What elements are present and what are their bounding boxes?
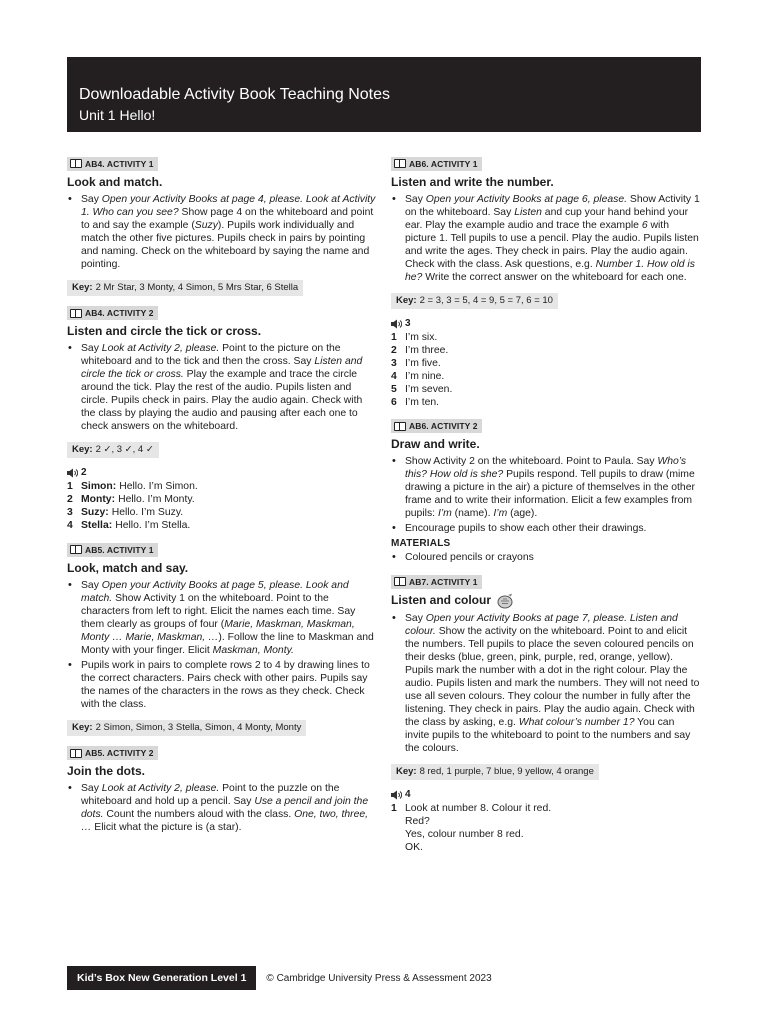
materials-heading: MATERIALS (391, 538, 451, 549)
script-line: 3 Suzy: Hello. I’m Suzy. (67, 507, 184, 518)
instruction-item: • Say Open your Activity Books at page 6, please. Show Activity 1 on the whiteboard. Say Listen and cup your hand behind your ear. Play the example audio and trace the example 6 with picture 1. Tell pupils to use a pencil. Play the audio. Pupils listen and write the ages. They check in pairs. Play the audio again. Check with the class. Ask questions, e.g. Number 1. How old is he? Write the correct answer on the whiteboard for each one. (391, 193, 701, 284)
instruction-item: • Say Open your Activity Books at page 4, please. Look at Activity 1. Who can you see? Show page 4 on the whiteboard and point to and say the example (Suzy). Pupils work individually and match the other five pictures. Pupils check in pairs by pointing and naming. Check on the whiteboard by saying the name and pointing. (67, 193, 377, 271)
section-ab4-activity1 (67, 155, 377, 305)
instruction-item: • Show Activity 2 on the whiteboard. Point to Paula. Say Who’s this? How old is she? Pupils respond. Tell pupils to draw (mime drawing a picture in the air) a picture of themselves in the other frame and to write their information. Elicit a few examples from pupils: I’m (name). I’m (age). (391, 455, 701, 520)
script-continuation: OK. (405, 841, 423, 853)
answer-key: Key: 2 ✓, 3 ✓, 4 ✓ (67, 442, 159, 458)
book-icon (394, 577, 406, 586)
book-icon (70, 749, 82, 758)
left-column (67, 155, 377, 840)
book-icon (394, 159, 406, 168)
section-ab4-activity2 (67, 305, 377, 533)
instruction-item: • Say Look at Activity 2, please. Point to the puzzle on the whiteboard and hold up a pencil. Say Use a pencil and join the dots. Count the numbers aloud with the class. One, two, three, … Elicit what the picture is (a star). (67, 782, 377, 834)
script-line: 5 I’m seven. (391, 383, 453, 395)
activity-tag: AB6. ACTIVITY 1 (391, 157, 482, 171)
instruction-item: • Say Look at Activity 2, please. Point to the picture on the whiteboard and to the tick and then the cross. Say Listen and circle the tick or cross. Play the example and trace the circle around the tick. Play the rest of the audio. Pupils listen and circle. Pupils check in pairs. Play the audio again. Check with the class by playing the audio and pausing after each one to check answers on the whiteboard. (67, 342, 377, 433)
instructions-list (67, 579, 377, 711)
materials-list (391, 551, 701, 564)
section-ab5-activity1 (67, 541, 377, 745)
activity-heading: Look and match. (67, 174, 163, 189)
script-line: 6 I’m ten. (391, 396, 440, 408)
section-ab6-activity1 (391, 155, 701, 409)
speaker-icon (67, 468, 78, 478)
activity-heading: Look, match and say. (67, 560, 189, 575)
audio-script (391, 802, 701, 854)
activity-heading: Listen and write the number. (391, 174, 554, 189)
page-header (67, 57, 701, 132)
speaker-icon (391, 790, 402, 800)
speaker-icon (391, 319, 402, 329)
answer-key: Key: 2 Mr Star, 3 Monty, 4 Simon, 5 Mrs Star, 6 Stella (67, 280, 303, 296)
script-line: 2 Monty: Hello. I’m Monty. (67, 494, 195, 505)
section-ab6-activity2 (391, 418, 701, 565)
script-line: 1 I’m six. (391, 331, 438, 343)
instruction-item: • Pupils work in pairs to complete rows 2 to 4 by drawing lines to the correct characters. Pairs check with other pairs. Pupils say the names of the characters in the rows as they check. Check with the class. (67, 659, 377, 711)
answer-key: Key: 2 = 3, 3 = 5, 4 = 9, 5 = 7, 6 = 10 (391, 293, 558, 309)
section-ab7-activity1 (391, 573, 701, 854)
book-icon (70, 159, 82, 168)
colouring-hand-icon (496, 593, 514, 609)
instructions-list (67, 193, 377, 271)
book-icon (70, 309, 82, 318)
script-continuation: Yes, colour number 8 red. (405, 828, 524, 840)
page-title: Downloadable Activity Book Teaching Notes (79, 86, 390, 103)
materials-item: • Coloured pencils or crayons (391, 551, 701, 564)
activity-heading: Listen and colour (391, 593, 701, 609)
copyright-notice: © Cambridge University Press & Assessment 2023 (266, 972, 492, 984)
script-continuation: Red? (405, 815, 430, 827)
activity-tag: AB4. ACTIVITY 2 (67, 306, 158, 320)
script-line: 3 I’m five. (391, 357, 441, 369)
activity-tag: AB6. ACTIVITY 2 (391, 419, 482, 433)
audio-script (391, 331, 701, 409)
instruction-item: • Say Open your Activity Books at page 7, please. Listen and colour. Show the activity on the whiteboard. Point to and elicit the numbers. Tell pupils to place the seven coloured pencils on their desks (blue, green, pink, purple, red, orange, yellow). Pupils mark the number with a dot in the right colour. Play the audio. Pupils listen and mark the numbers. They will not need to use all seven colours. They colour the number in fully after the listening. They check in pairs. Play the audio again. Check with the class by asking, e.g. What colour’s number 1? You can invite pupils to the whiteboard to point to the numbers and say the colours. (391, 612, 701, 755)
book-icon (394, 422, 406, 431)
activity-tag: AB4. ACTIVITY 1 (67, 157, 158, 171)
instructions-list (67, 782, 377, 834)
script-line: 4 I’m nine. (391, 370, 445, 382)
page-footer (67, 966, 492, 990)
audio-script (67, 480, 377, 532)
answer-key: Key: 8 red, 1 purple, 7 blue, 9 yellow, 4 orange (391, 764, 599, 780)
script-line: 1 Look at number 8. Colour it red. (391, 802, 552, 814)
instructions-list (391, 455, 701, 535)
audio-track: 3 (391, 318, 701, 330)
instructions-list (391, 612, 701, 755)
instructions-list (67, 342, 377, 433)
answer-key: Key: 2 Simon, Simon, 3 Stella, Simon, 4 Monty, Monty (67, 720, 306, 736)
instruction-item: • Encourage pupils to show each other their drawings. (391, 522, 701, 535)
instructions-list (391, 193, 701, 284)
activity-heading: Join the dots. (67, 764, 145, 778)
section-ab5-activity2 (67, 745, 377, 835)
book-icon (70, 545, 82, 554)
activity-heading: Listen and circle the tick or cross. (67, 324, 262, 338)
instruction-item: • Say Open your Activity Books at page 5, please. Look and match. Show Activity 1 on the whiteboard. Point to the characters from left to right. Elicit the names each time. Say them clearly as groups of four (Marie, Maskman, Maskman, Monty … Marie, Maskman, …). Follow the line to Maskman and Monty with your finger. Elicit Maskman, Monty. (67, 579, 377, 657)
script-line: 2 I’m three. (391, 344, 449, 356)
audio-track: 2 (67, 467, 377, 479)
product-brand: Kid’s Box New Generation Level 1 (67, 966, 256, 990)
script-line: 1 Simon: Hello. I’m Simon. (67, 481, 198, 492)
activity-tag: AB5. ACTIVITY 1 (67, 543, 158, 557)
activity-tag: AB7. ACTIVITY 1 (391, 575, 482, 589)
unit-subtitle: Unit 1 Hello! (79, 107, 156, 123)
activity-tag: AB5. ACTIVITY 2 (67, 746, 158, 760)
right-column (391, 155, 701, 863)
script-line: 4 Stella: Hello. I’m Stella. (67, 520, 191, 531)
audio-track: 4 (391, 789, 701, 801)
activity-heading: Draw and write. (391, 437, 480, 451)
